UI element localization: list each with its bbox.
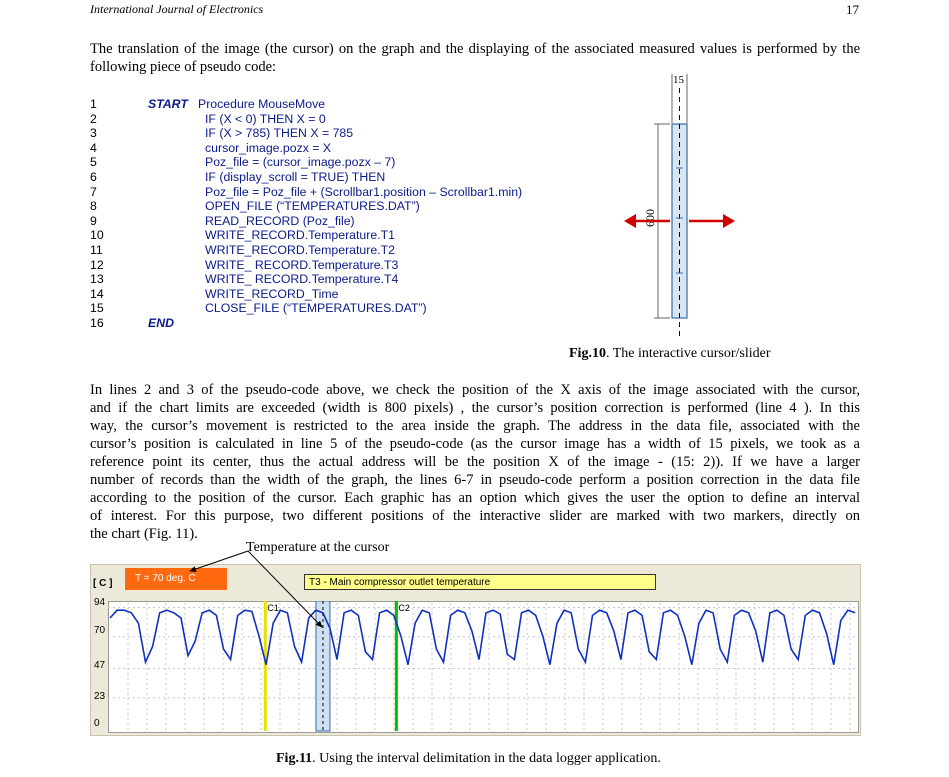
code-line-number: 10 xyxy=(90,228,104,243)
code-line-number: 2 xyxy=(90,111,97,126)
code-line-number: 14 xyxy=(90,286,104,301)
code-line-text: Poz_file = (cursor_image.pozx – 7) xyxy=(205,155,396,170)
code-line-text: WRITE_RECORD.Temperature.T2 xyxy=(205,243,395,257)
code-line-number: 11 xyxy=(90,243,103,257)
fig10-cursor-slider-drawing xyxy=(610,68,750,340)
code-line-number: 3 xyxy=(90,126,97,141)
code-line-text: WRITE_RECORD.Temperature.T1 xyxy=(205,228,395,243)
code-line-text: cursor_image.pozx = X xyxy=(205,140,332,155)
code-keyword: START xyxy=(148,97,188,111)
page-number: 17 xyxy=(846,2,859,17)
body-line: In lines 2 and 3 of the pseudo-code above, we check the position of the X axis of the image associated with the cursor, xyxy=(90,382,860,398)
code-line-text: WRITE_ RECORD.Temperature.T3 xyxy=(205,257,399,272)
temperature-readout-box: T = 70 deg. C xyxy=(125,568,227,590)
journal-title: International Journal of Electronics xyxy=(90,2,264,16)
dim-width-label: 15 xyxy=(673,74,684,86)
code-line-text: READ_RECORD (Poz_file) xyxy=(205,213,355,228)
code-line-number: 7 xyxy=(90,184,97,199)
body-paragraph xyxy=(90,381,860,543)
y-tick-label: 70 xyxy=(94,625,106,636)
annotation-arrows xyxy=(150,545,350,635)
code-line-text: CLOSE_FILE (“TEMPERATURES.DAT”) xyxy=(205,301,427,316)
code-line-number: 5 xyxy=(90,155,97,170)
body-line: cursor’s position is calculated in line 5 of the pseudo-code (as the cursor image has a width of 15 pixels, we took as a xyxy=(90,436,860,452)
code-line-number: 13 xyxy=(90,272,104,287)
code-line-number: 4 xyxy=(90,140,97,155)
fig11-caption: Fig.11. Using the interval delimitation in the data logger application. xyxy=(276,751,661,766)
pseudo-code-listing xyxy=(0,0,600,340)
code-line-text: WRITE_RECORD_Time xyxy=(205,286,339,301)
code-line-text: IF (X > 785) THEN X = 785 xyxy=(205,126,354,141)
code-line-text: IF (display_scroll = TRUE) THEN xyxy=(205,170,386,184)
code-line-number: 8 xyxy=(90,199,97,214)
code-line-text: Poz_file = Poz_file + (Scrollbar1.position – Scrollbar1.min) xyxy=(205,184,523,199)
series-title-box: T3 - Main compressor outlet temperature xyxy=(304,574,656,590)
y-tick-label: 94 xyxy=(94,597,106,608)
code-line-text: Procedure MouseMove xyxy=(198,97,326,111)
body-line: and if the chart limits are exceeded (width is 800 pixels) , the cursor’s position correction is performed (line 4 ). In this xyxy=(90,400,860,416)
annotation-temperature-at-cursor: Temperature at the cursor xyxy=(246,540,390,555)
code-line-number: 9 xyxy=(90,213,97,228)
y-tick-label: 0 xyxy=(94,718,100,729)
dim-height-label: 600 xyxy=(643,209,657,227)
marker-label: C2 xyxy=(398,603,410,613)
code-line-number: 6 xyxy=(90,170,97,184)
code-line-text: WRITE_ RECORD.Temperature.T4 xyxy=(205,272,399,287)
intro-paragraph: The translation of the image (the cursor) on the graph and the displaying of the associated measured values is performed by the following piece of pseudo code: xyxy=(90,41,860,75)
code-keyword: END xyxy=(148,316,174,330)
body-line: according to the position of the cursor. Each graphic has an option which gives the user the option to define an interval xyxy=(90,490,860,506)
marker-label: C1 xyxy=(267,603,279,613)
code-line-text: IF (X < 0) THEN X = 0 xyxy=(205,111,326,126)
unit-label: [ C ] xyxy=(93,578,113,589)
body-line: reference point its center, thus the actual address will be the position X of the image - (15: 2)). If we have a larger xyxy=(90,454,860,470)
code-line-number: 16 xyxy=(90,316,104,330)
y-tick-label: 23 xyxy=(94,691,106,702)
body-line: number of records than the width of the graph, the lines 6-7 in pseudo-code perform a position correction in the data file xyxy=(90,472,860,488)
code-line-text: OPEN_FILE (“TEMPERATURES.DAT”) xyxy=(205,199,420,214)
body-line: the chart (Fig. 11). xyxy=(90,526,198,542)
code-line-number: 12 xyxy=(90,257,104,272)
y-tick-label: 47 xyxy=(94,660,106,671)
body-line: way, the cursor’s movement is restricted to the area inside the graph. The address in the data file, associated with the xyxy=(90,418,860,434)
code-line-number: 15 xyxy=(90,301,104,316)
code-line-number: 1 xyxy=(90,97,97,111)
body-line: of interest. For this purpose, two different positions of the interactive slider are marked with two markers, directly on xyxy=(90,508,860,524)
fig10-caption: Fig.10. The interactive cursor/slider xyxy=(569,346,771,361)
